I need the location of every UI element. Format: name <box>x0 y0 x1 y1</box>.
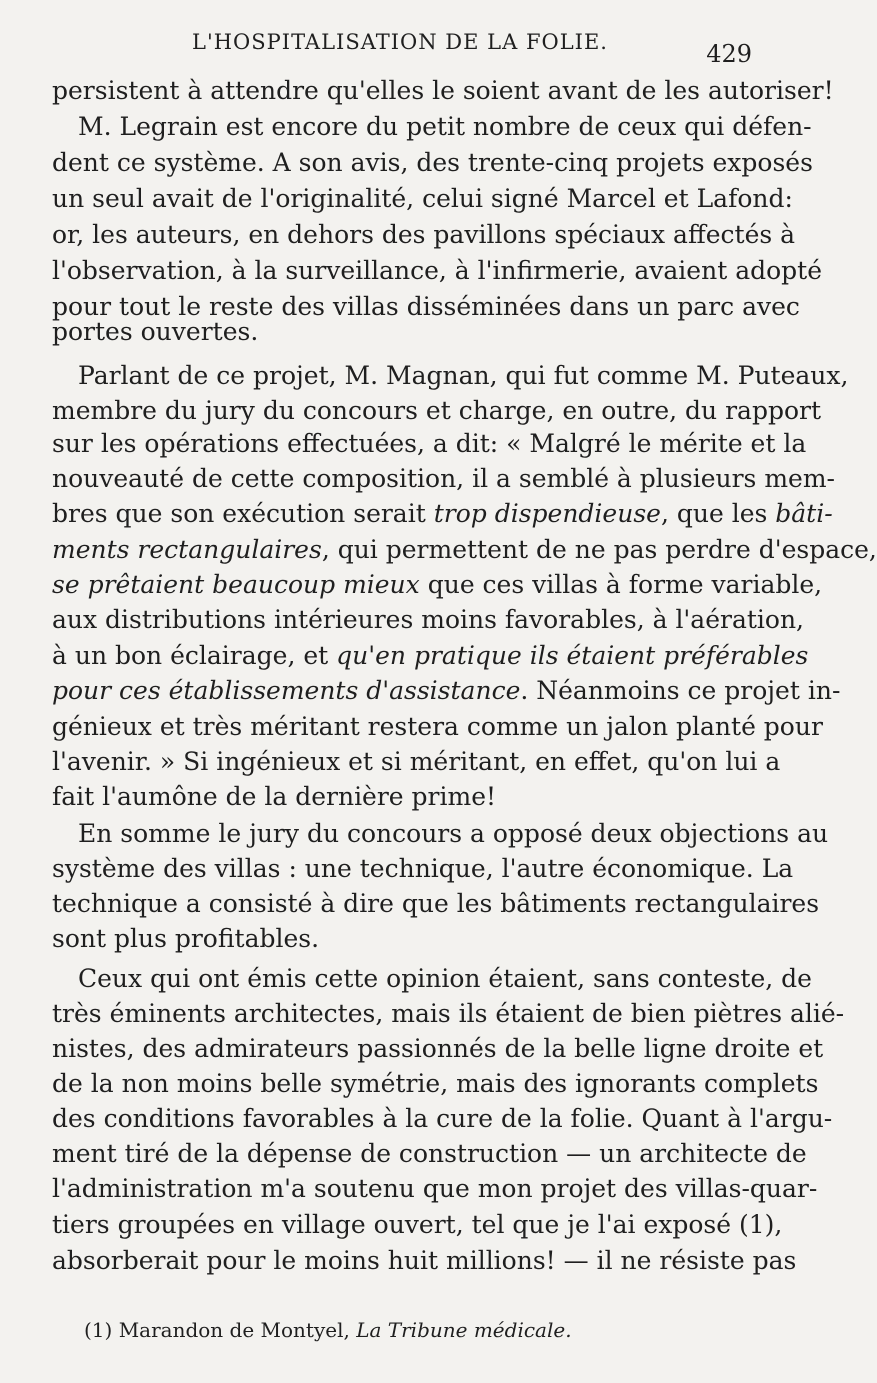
text-line: l'administration m'a soutenu que mon projet des villas-quar- <box>52 1174 818 1203</box>
text-line: système des villas : une technique, l'autre économique. La <box>52 854 794 883</box>
text-line: M. Legrain est encore du petit nombre de ceux qui défen- <box>78 112 812 141</box>
text-line: des conditions favorables à la cure de la folie. Quant à l'argu- <box>52 1104 833 1133</box>
footnote <box>84 1316 572 1344</box>
text-line: portes ouvertes. <box>52 317 259 346</box>
text-line: ments rectangulaires, qui permettent de ne pas perdre d'espace, <box>52 535 877 564</box>
text-line: sur les opérations effectuées, a dit: « Malgré le mérite et la <box>52 429 807 458</box>
text-line: En somme le jury du concours a opposé deux objections au <box>78 819 829 848</box>
text-line: l'avenir. » Si ingénieux et si méritant, en effet, qu'on lui a <box>52 747 781 776</box>
text-line: or, les auteurs, en dehors des pavillons spéciaux affectés à <box>52 220 796 249</box>
text-line: bres que son exécution serait trop dispendieuse, que les bâti- <box>52 499 833 528</box>
text-line: membre du jury du concours et charge, en outre, du rapport <box>52 396 821 425</box>
text-line: un seul avait de l'originalité, celui signé Marcel et Lafond: <box>52 184 793 213</box>
text-line: très éminents architectes, mais ils étaient de bien piètres alié- <box>52 999 845 1028</box>
text-line: à un bon éclairage, et qu'en pratique ils étaient préférables <box>52 641 809 670</box>
running-header: L'HOSPITALISATION DE LA FOLIE. <box>192 30 608 54</box>
footnote-author: (1) Marandon de Montyel, <box>84 1318 357 1342</box>
text-line: dent ce système. A son avis, des trente-cinq projets exposés <box>52 148 813 177</box>
page-number: 429 <box>706 40 752 68</box>
text-line: pour ces établissements d'assistance. Néanmoins ce projet in- <box>52 676 841 705</box>
text-line: fait l'aumône de la dernière prime! <box>52 782 497 811</box>
text-line: persistent à attendre qu'elles le soient avant de les autoriser! <box>52 76 834 105</box>
text-line: aux distributions intérieures moins favorables, à l'aération, <box>52 605 805 634</box>
text-line: génieux et très méritant restera comme un jalon planté pour <box>52 712 823 741</box>
text-line: se prêtaient beaucoup mieux que ces villas à forme variable, <box>52 570 823 599</box>
text-line: pour tout le reste des villas disséminées dans un parc avec <box>52 292 800 321</box>
text-line: Ceux qui ont émis cette opinion étaient, sans conteste, de <box>78 964 812 993</box>
text-line: nouveauté de cette composition, il a semblé à plusieurs mem- <box>52 464 835 493</box>
text-line: de la non moins belle symétrie, mais des ignorants complets <box>52 1069 819 1098</box>
text-line: absorberait pour le moins huit millions! — il ne résiste pas <box>52 1246 797 1275</box>
text-line: nistes, des admirateurs passionnés de la belle ligne droite et <box>52 1034 824 1063</box>
text-line: sont plus profitables. <box>52 924 320 953</box>
text-line: tiers groupées en village ouvert, tel que je l'ai exposé (1), <box>52 1210 783 1239</box>
text-line: l'observation, à la surveillance, à l'infirmerie, avaient adopté <box>52 256 822 285</box>
footnote-title: La Tribune médicale. <box>356 1318 572 1342</box>
text-line: Parlant de ce projet, M. Magnan, qui fut comme M. Puteaux, <box>78 361 849 390</box>
text-line: technique a consisté à dire que les bâtiments rectangulaires <box>52 889 820 918</box>
text-line: ment tiré de la dépense de construction — un architecte de <box>52 1139 807 1168</box>
